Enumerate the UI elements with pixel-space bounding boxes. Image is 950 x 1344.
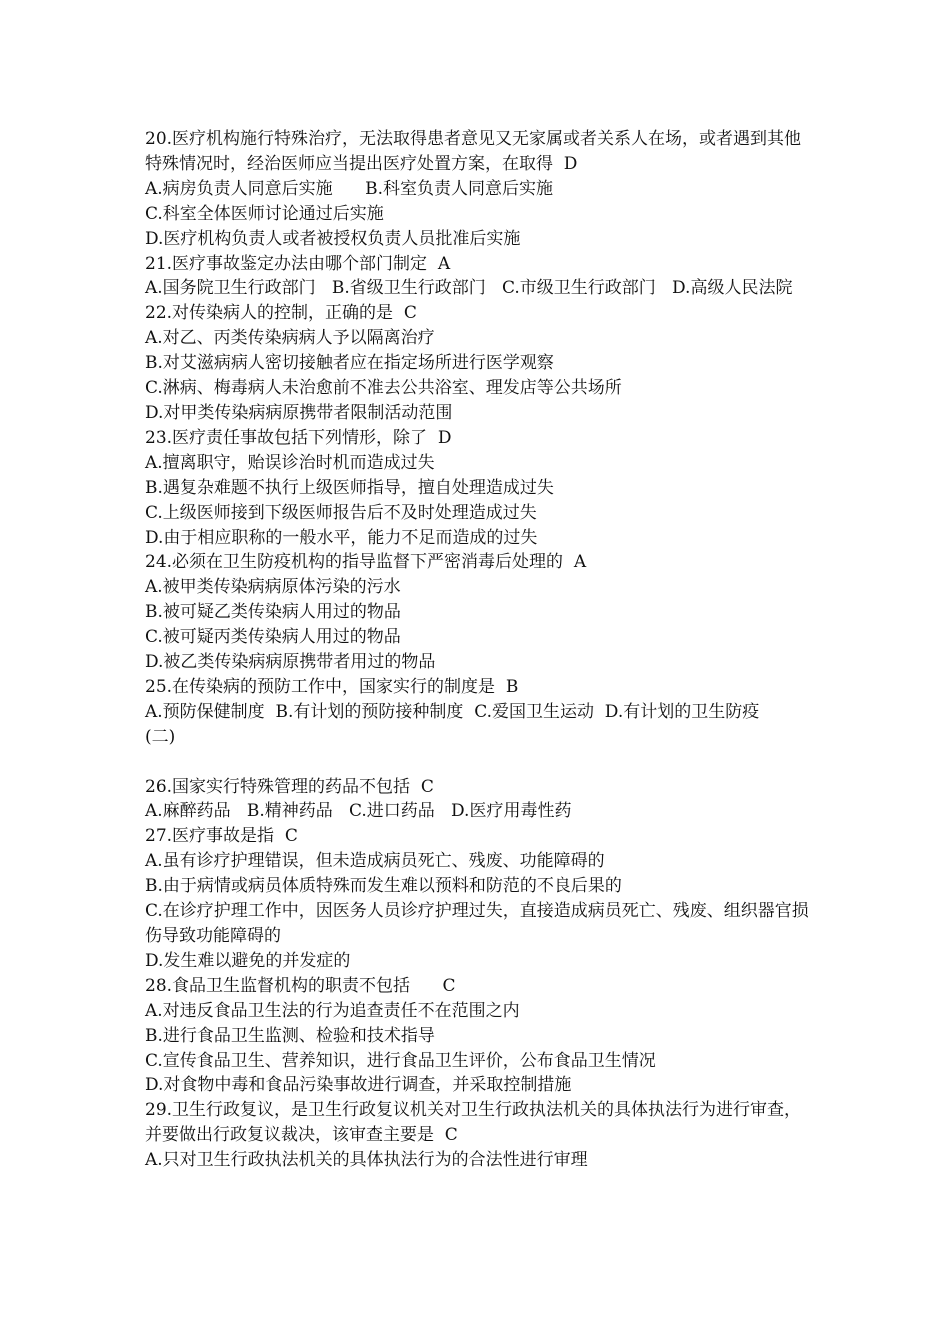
question-27: 27.医疗事故是指 C bbox=[145, 826, 298, 847]
option-line: A.病房负责人同意后实施 B.科室负责人同意后实施 bbox=[145, 178, 553, 199]
option-line: C.上级医师接到下级医师报告后不及时处理造成过失 bbox=[145, 502, 537, 523]
question-26: 26.国家实行特殊管理的药品不包括 C bbox=[145, 776, 434, 797]
option-line: B.由于病情或病员体质特殊而发生难以预料和防范的不良后果的 bbox=[145, 876, 622, 897]
question-28: 28.食品卫生监督机构的职责不包括 C bbox=[145, 975, 456, 996]
option-line: A.擅离职守，贻误诊治时机而造成过失 bbox=[145, 452, 435, 473]
section-heading: (二) bbox=[145, 726, 176, 747]
question-29: 29.卫生行政复议，是卫生行政复议机关对卫生行政执法机关的具体执法行为进行审查，并要做出行政复议裁决，该审查主要是 C bbox=[145, 1100, 802, 1146]
question-25: 25.在传染病的预防工作中，国家实行的制度是 B bbox=[145, 676, 519, 697]
option-line: A.被甲类传染病病原体污染的污水 bbox=[145, 577, 401, 598]
option-line: A.虽有诊疗护理错误，但未造成病员死亡、残废、功能障碍的 bbox=[145, 851, 605, 872]
option-line: D.对食物中毒和食品污染事故进行调查，并采取控制措施 bbox=[145, 1075, 572, 1096]
option-line: C.被可疑丙类传染病人用过的物品 bbox=[145, 627, 401, 648]
option-line: C.宣传食品卫生、营养知识，进行食品卫生评价，公布食品卫生情况 bbox=[145, 1050, 656, 1071]
option-line: C.在诊疗护理工作中，因医务人员诊疗护理过失，直接造成病员死亡、残废、组织器官损伤导致功能障碍的 bbox=[145, 901, 809, 946]
question-20: 20.医疗机构施行特殊治疗，无法取得患者意见又无家属或者关系人在场，或者遇到其他特殊情况时，经治医师应当提出医疗处置方案，在取得 D bbox=[145, 129, 802, 174]
option-line: D.对甲类传染病病原携带者限制活动范围 bbox=[145, 402, 453, 423]
question-24: 24.必须在卫生防疫机构的指导监督下严密消毒后处理的 A bbox=[145, 552, 587, 573]
option-line: A.国务院卫生行政部门 B.省级卫生行政部门 C.市级卫生行政部门 D.高级人民法院 bbox=[145, 278, 793, 299]
option-line: A.只对卫生行政执法机关的具体执法行为的合法性进行审理 bbox=[145, 1150, 588, 1171]
option-line: A.对乙、丙类传染病病人予以隔离治疗 bbox=[145, 328, 435, 349]
option-line: B.进行食品卫生监测、检验和技术指导 bbox=[145, 1025, 435, 1046]
option-line: C.科室全体医师讨论通过后实施 bbox=[145, 203, 384, 224]
option-line: A.预防保健制度 B.有计划的预防接种制度 C.爱国卫生运动 D.有计划的卫生防疫 bbox=[145, 701, 760, 722]
question-23: 23.医疗责任事故包括下列情形，除了 D bbox=[145, 427, 452, 448]
option-line: A.对违反食品卫生法的行为追查责任不在范围之内 bbox=[145, 1000, 520, 1021]
option-line: D.医疗机构负责人或者被授权负责人员批准后实施 bbox=[145, 228, 521, 249]
option-line: D.发生难以避免的并发症的 bbox=[145, 950, 351, 971]
question-22: 22.对传染病人的控制，正确的是 C bbox=[145, 303, 417, 324]
option-line: B.遇复杂难题不执行上级医师指导，擅自处理造成过失 bbox=[145, 477, 554, 498]
option-line: D.被乙类传染病病原携带者用过的物品 bbox=[145, 652, 436, 673]
option-line: D.由于相应职称的一般水平，能力不足而造成的过失 bbox=[145, 527, 538, 548]
blank-line bbox=[145, 750, 810, 775]
option-line: C.淋病、梅毒病人未治愈前不准去公共浴室、理发店等公共场所 bbox=[145, 378, 622, 399]
option-line: B.被可疑乙类传染病人用过的物品 bbox=[145, 602, 401, 623]
option-line: B.对艾滋病病人密切接触者应在指定场所进行医学观察 bbox=[145, 353, 554, 374]
option-line: A.麻醉药品 B.精神药品 C.进口药品 D.医疗用毒性药 bbox=[145, 801, 572, 822]
document-body bbox=[145, 127, 810, 1173]
question-21: 21.医疗事故鉴定办法由哪个部门制定 A bbox=[145, 253, 451, 274]
